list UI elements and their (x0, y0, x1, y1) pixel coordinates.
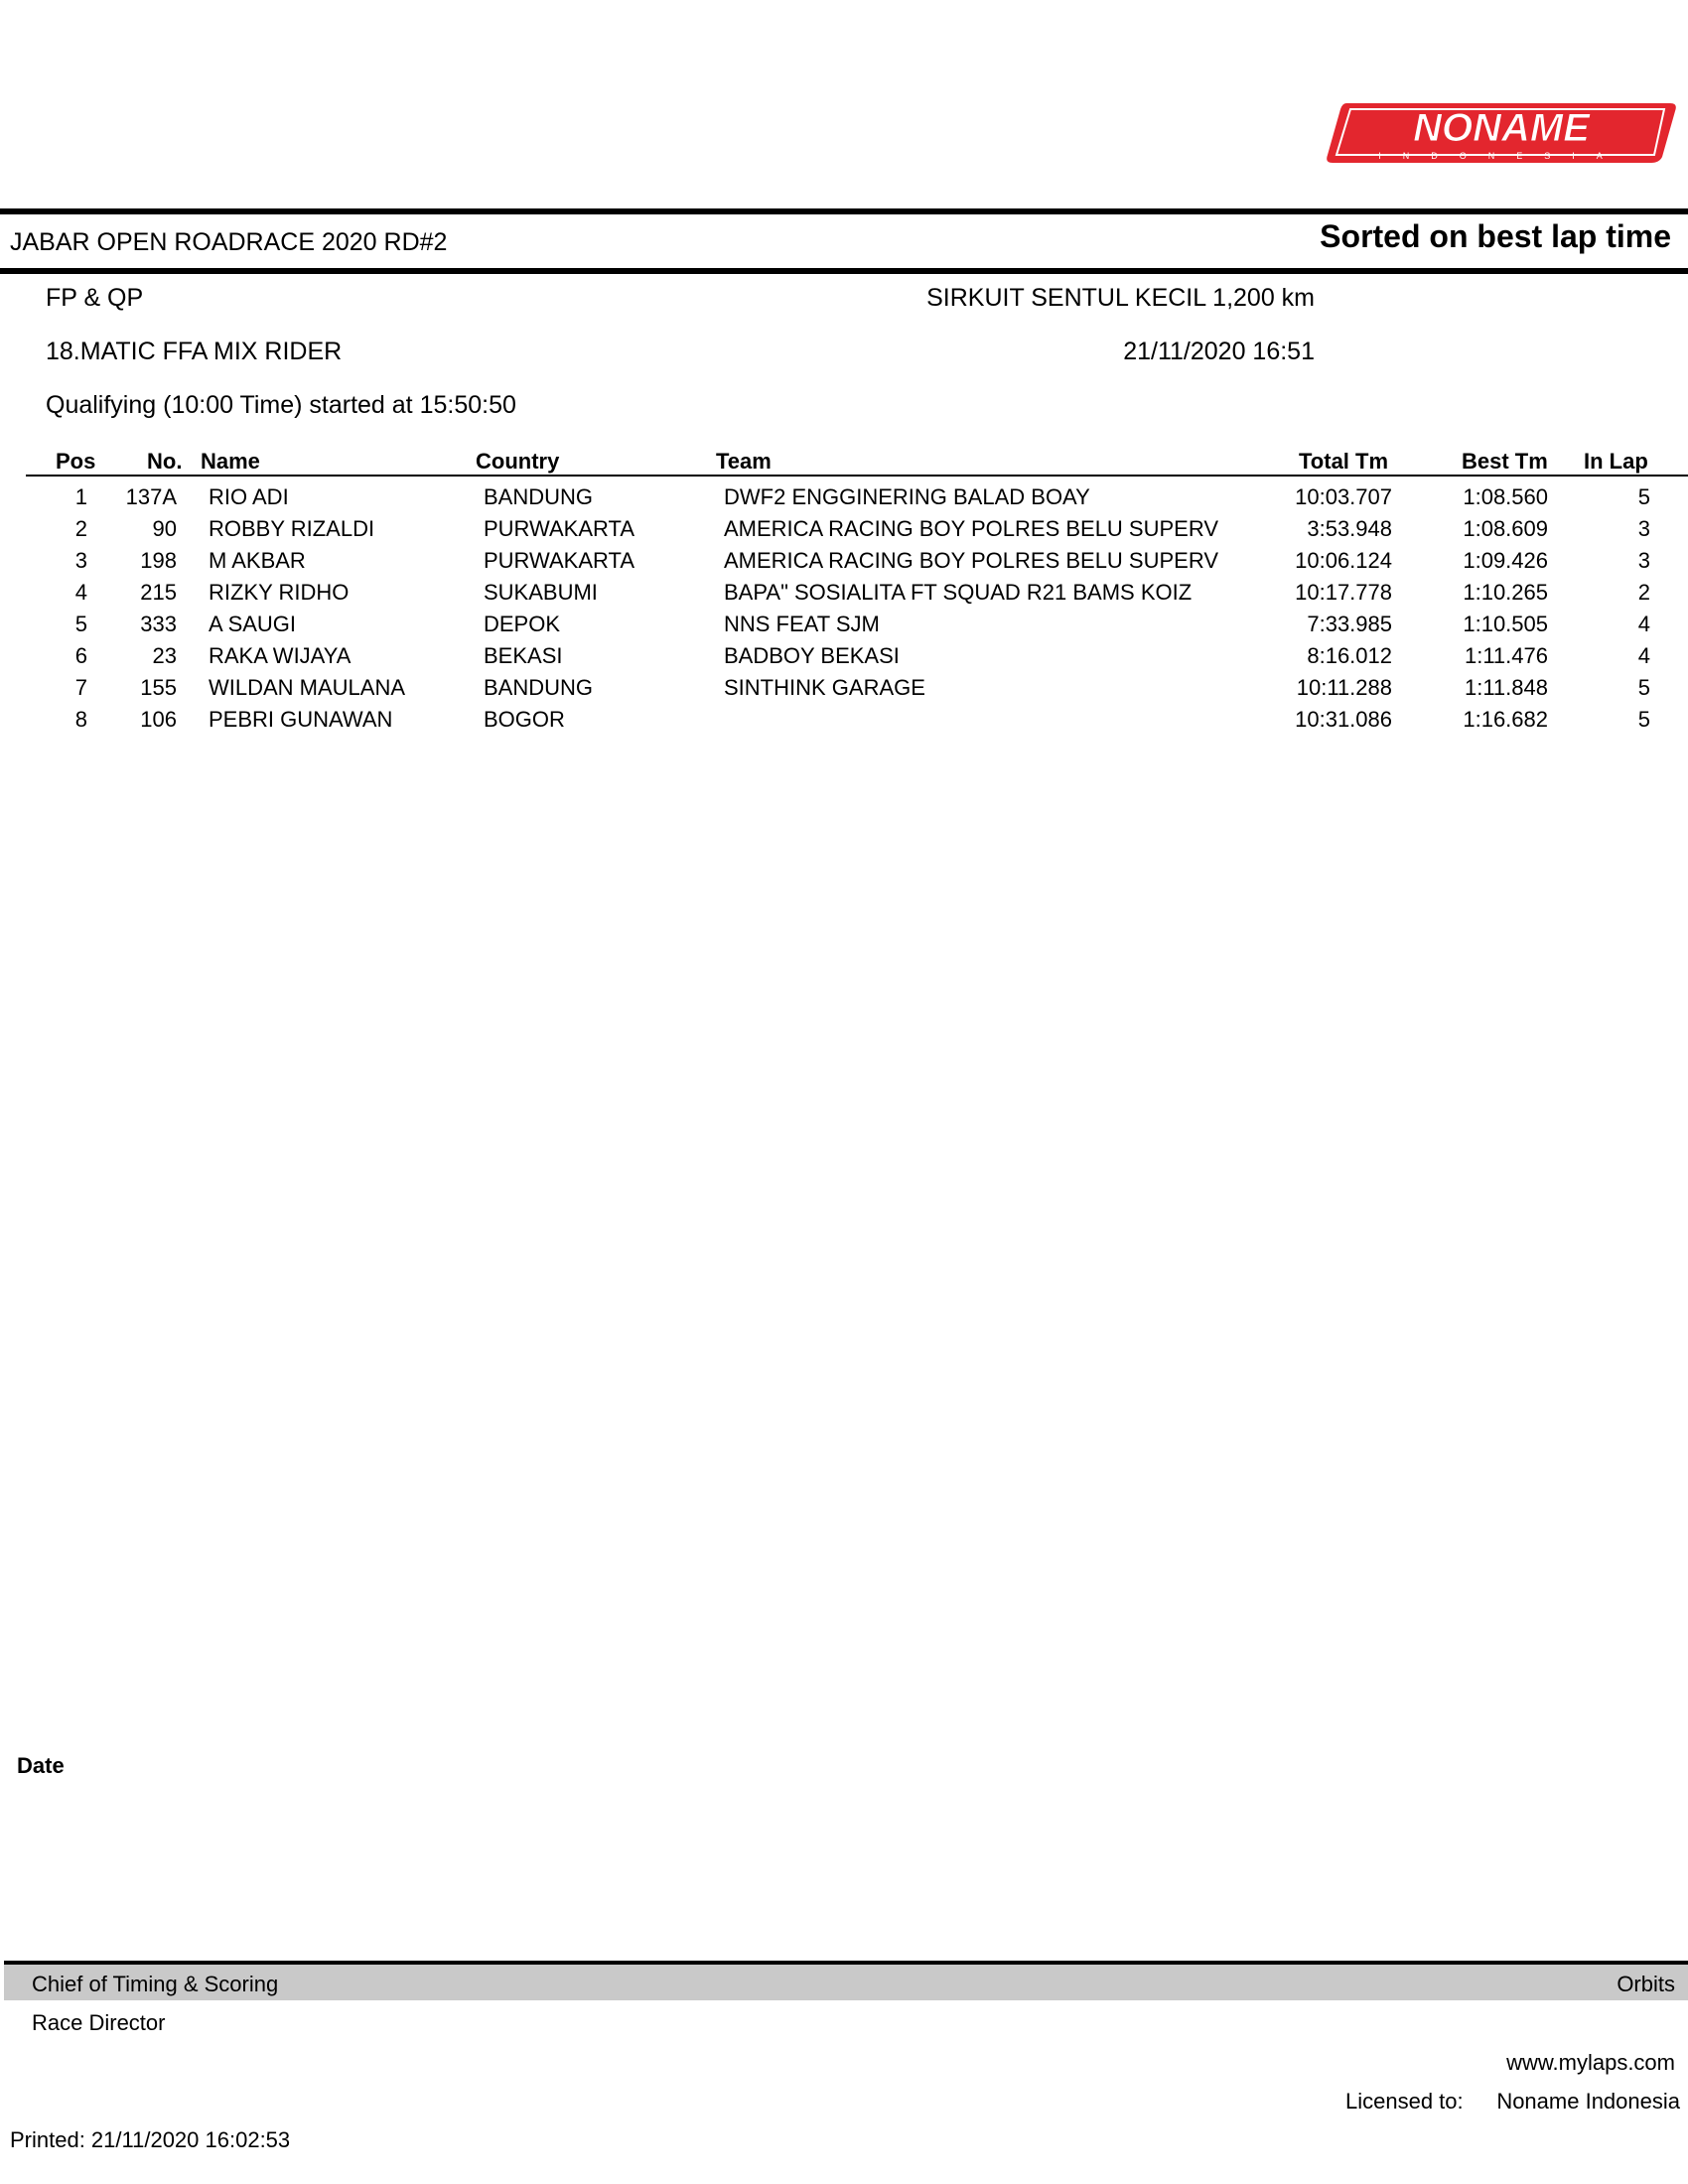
licensee-name: Noname Indonesia (1496, 2089, 1680, 2114)
cell-no: 215 (140, 580, 177, 605)
cell-country: SUKABUMI (484, 580, 598, 605)
date-label: Date (17, 1753, 65, 1778)
col-header-team: Team (716, 449, 772, 474)
cell-inlap: 2 (1637, 580, 1650, 605)
cell-name: ROBBY RIZALDI (209, 516, 375, 541)
cell-name: RIZKY RIDHO (209, 580, 350, 605)
noname-indonesia-logo (1323, 99, 1680, 167)
sort-title: Sorted on best lap time (1320, 218, 1671, 254)
col-header-total: Total Tm (1299, 449, 1389, 474)
cell-best: 1:11.476 (1464, 643, 1548, 668)
cell-inlap: 5 (1637, 707, 1650, 732)
cell-inlap: 3 (1637, 548, 1650, 573)
cell-best: 1:10.505 (1463, 612, 1548, 636)
logo-wordmark: NONAME (1413, 106, 1590, 150)
cell-country: BEKASI (484, 643, 563, 668)
cell-no: 198 (140, 548, 177, 573)
cell-country: PURWAKARTA (484, 548, 634, 573)
col-header-best: Best Tm (1462, 449, 1548, 474)
qualifying-info: Qualifying (10:00 Time) started at 15:50:50 (46, 391, 516, 419)
cell-total: 10:11.288 (1296, 675, 1392, 700)
cell-country: BOGOR (484, 707, 565, 732)
cell-inlap: 4 (1637, 612, 1650, 636)
cell-pos: 7 (74, 675, 87, 700)
cell-total: 3:53.948 (1307, 516, 1392, 541)
cell-total: 10:31.086 (1295, 707, 1392, 732)
col-header-name: Name (201, 449, 260, 474)
cell-country: BANDUNG (484, 484, 594, 509)
cell-pos: 5 (74, 612, 87, 636)
table-header-rule (26, 475, 1688, 477)
cell-inlap: 4 (1637, 643, 1650, 668)
class-label: 18.MATIC FFA MIX RIDER (46, 338, 343, 365)
datetime-label: 21/11/2020 16:51 (1123, 338, 1315, 365)
cell-total: 7:33.985 (1307, 612, 1392, 636)
cell-pos: 4 (74, 580, 87, 605)
cell-team: NNS FEAT SJM (724, 612, 880, 636)
printed-timestamp: Printed: 21/11/2020 16:02:53 (10, 2127, 291, 2152)
cell-country: DEPOK (484, 612, 561, 636)
cell-inlap: 3 (1637, 516, 1650, 541)
cell-name: M AKBAR (209, 548, 306, 573)
cell-no: 106 (140, 707, 177, 732)
cell-pos: 8 (74, 707, 87, 732)
cell-inlap: 5 (1637, 484, 1650, 509)
cell-team: BAPA" SOSIALITA FT SQUAD R21 BAMS KOIZ (724, 580, 1193, 605)
cell-best: 1:08.609 (1463, 516, 1548, 541)
cell-pos: 1 (74, 484, 87, 509)
cell-total: 8:16.012 (1307, 643, 1392, 668)
col-header-inlap: In Lap (1584, 449, 1648, 474)
race-director-label: Race Director (32, 2010, 166, 2035)
circuit-label: SIRKUIT SENTUL KECIL 1,200 km (926, 284, 1315, 312)
cell-name: A SAUGI (209, 612, 297, 636)
cell-no: 155 (140, 675, 177, 700)
cell-team: SINTHINK GARAGE (724, 675, 925, 700)
cell-no: 333 (140, 612, 177, 636)
cell-best: 1:11.848 (1464, 675, 1548, 700)
logo-subtext: INDONESIA (1378, 151, 1624, 161)
cell-pos: 2 (74, 516, 87, 541)
session-label: FP & QP (46, 284, 144, 312)
licensed-label: Licensed to: (1345, 2089, 1464, 2114)
cell-total: 10:17.778 (1295, 580, 1392, 605)
cell-team: BADBOY BEKASI (724, 643, 900, 668)
cell-inlap: 5 (1637, 675, 1650, 700)
cell-country: BANDUNG (484, 675, 594, 700)
orbits-label: Orbits (1617, 1972, 1675, 1996)
chief-of-timing-label: Chief of Timing & Scoring (32, 1972, 279, 1996)
cell-no: 23 (152, 643, 177, 668)
cell-total: 10:06.124 (1295, 548, 1392, 573)
event-title: JABAR OPEN ROADRACE 2020 RD#2 (10, 228, 448, 256)
header-bottom-rule (0, 268, 1688, 274)
cell-best: 1:09.426 (1463, 548, 1548, 573)
header-top-rule (0, 208, 1688, 214)
cell-team: DWF2 ENGGINERING BALAD BOAY (724, 484, 1090, 509)
cell-team: AMERICA RACING BOY POLRES BELU SUPERV (724, 516, 1219, 541)
cell-name: WILDAN MAULANA (209, 675, 406, 700)
cell-pos: 6 (74, 643, 87, 668)
cell-name: RAKA WIJAYA (209, 643, 352, 668)
cell-team: AMERICA RACING BOY POLRES BELU SUPERV (724, 548, 1219, 573)
cell-total: 10:03.707 (1295, 484, 1392, 509)
cell-best: 1:16.682 (1463, 707, 1548, 732)
cell-name: PEBRI GUNAWAN (209, 707, 393, 732)
col-header-country: Country (476, 449, 560, 474)
cell-name: RIO ADI (209, 484, 289, 509)
cell-best: 1:10.265 (1463, 580, 1548, 605)
cell-best: 1:08.560 (1463, 484, 1548, 509)
cell-pos: 3 (74, 548, 87, 573)
cell-no: 137A (125, 484, 177, 509)
website-link[interactable]: www.mylaps.com (1506, 2050, 1675, 2075)
col-header-no: No. (147, 449, 183, 474)
cell-no: 90 (152, 516, 177, 541)
cell-country: PURWAKARTA (484, 516, 634, 541)
col-header-pos: Pos (56, 449, 96, 474)
